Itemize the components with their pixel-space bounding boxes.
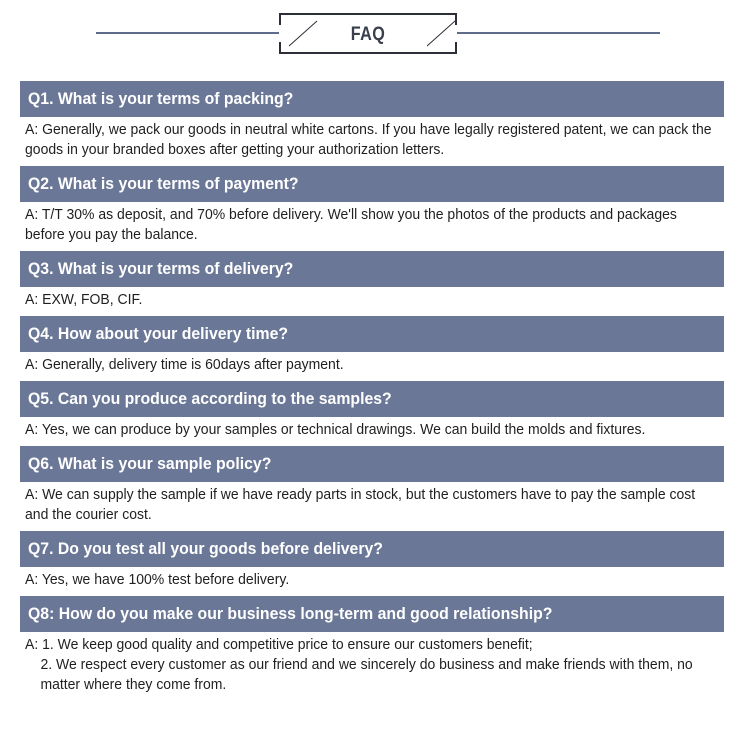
- faq-title-frame: [279, 13, 457, 54]
- answer-text: A: Generally, we pack our goods in neutral white cartons. If you have legally registered patent, we can pack the goods in your branded boxes after getting your authorization letters.: [25, 122, 712, 158]
- answer-block: [20, 567, 724, 596]
- faq-item-q4: [20, 316, 724, 381]
- answer-block: [20, 352, 724, 381]
- answer-block: [20, 632, 724, 701]
- answer-text: A: Generally, delivery time is 60days after payment.: [25, 357, 344, 373]
- answer-block: [20, 117, 724, 166]
- answer-line-2: 2. We respect every customer as our friend and we sincerely do business and make friends with them, no matter where they come from.: [40, 657, 693, 693]
- question-bar: [20, 251, 724, 287]
- header-divider-left: [96, 32, 279, 34]
- question-text: Q3. What is your terms of delivery?: [28, 259, 294, 278]
- question-bar: [20, 316, 724, 352]
- question-bar: [20, 81, 724, 117]
- page-title: FAQ: [350, 24, 386, 45]
- answer-text: A: T/T 30% as deposit, and 70% before delivery. We'll show you the photos of the products and packages before you pay the balance.: [25, 207, 677, 243]
- question-text: Q2. What is your terms of payment?: [28, 174, 299, 193]
- answer-block: [20, 202, 724, 251]
- faq-item-q2: [20, 166, 724, 251]
- answer-block: [20, 287, 724, 316]
- answer-text: A: EXW, FOB, CIF.: [25, 292, 143, 308]
- faq-item-q7: [20, 531, 724, 596]
- question-text: Q5. Can you produce according to the samples?: [28, 389, 392, 408]
- question-text: Q4. How about your delivery time?: [28, 324, 289, 343]
- question-bar: [20, 531, 724, 567]
- question-bar: [20, 381, 724, 417]
- faq-list: [20, 81, 724, 701]
- faq-item-q3: [20, 251, 724, 316]
- answer-text: A: Yes, we can produce by your samples or technical drawings. We can build the molds and fixtures.: [25, 422, 646, 438]
- answer-text: A: We can supply the sample if we have ready parts in stock, but the customers have to pay the sample cost and the courier cost.: [25, 487, 696, 523]
- question-text: Q1. What is your terms of packing?: [28, 89, 294, 108]
- faq-header: [0, 0, 750, 60]
- question-bar: [20, 596, 724, 632]
- question-bar: [20, 446, 724, 482]
- faq-item-q6: [20, 446, 724, 531]
- faq-item-q8: [20, 596, 724, 701]
- answer-block: [20, 482, 724, 531]
- question-bar: [20, 166, 724, 202]
- answer-line-1: A: 1. We keep good quality and competitive price to ensure our customers benefit;: [25, 637, 533, 653]
- header-divider-right: [457, 32, 660, 34]
- question-text: Q8: How do you make our business long-term and good relationship?: [28, 604, 553, 623]
- faq-item-q5: [20, 381, 724, 446]
- faq-item-q1: [20, 81, 724, 166]
- question-text: Q6. What is your sample policy?: [28, 454, 272, 473]
- question-text: Q7. Do you test all your goods before delivery?: [28, 539, 383, 558]
- answer-block: [20, 417, 724, 446]
- answer-text: A: Yes, we have 100% test before delivery.: [25, 572, 290, 588]
